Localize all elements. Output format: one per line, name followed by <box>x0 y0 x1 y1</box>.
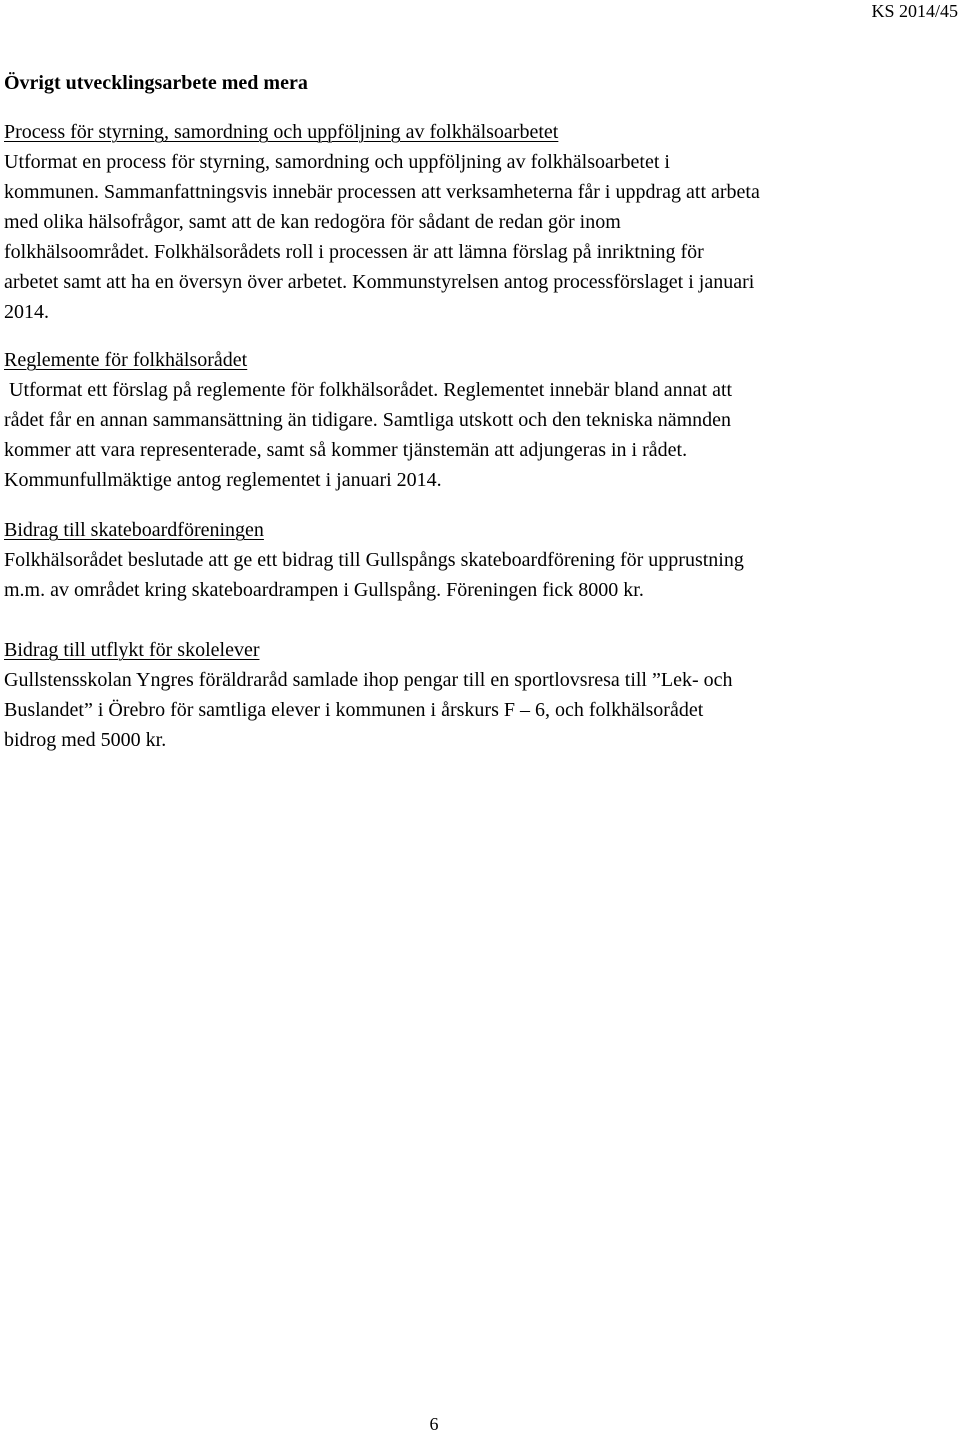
section-title: Bidrag till skateboardföreningen <box>4 519 264 541</box>
text-line: Kommunfullmäktige antog reglementet i januari 2014. <box>4 469 442 491</box>
section-reglemente <box>4 345 956 495</box>
section-body <box>4 545 956 605</box>
section-title: Bidrag till utflykt för skolelever <box>4 639 260 661</box>
document-reference: KS 2014/45 <box>871 1 958 21</box>
section-title: Reglemente för folkhälsorådet <box>4 349 248 371</box>
text-line: rådet får en annan sammansättning än tidigare. Samtliga utskott och den tekniska nämnden <box>4 409 732 431</box>
section-body <box>4 665 956 755</box>
text-line: Utformat ett förslag på reglemente för folkhälsorådet. Reglementet innebär bland annat att <box>4 379 733 401</box>
text-line: kommunen. Sammanfattningsvis innebär processen att verksamheterna får i uppdrag att arbeta <box>4 181 760 203</box>
section-title: Process för styrning, samordning och uppföljning av folkhälsoarbetet <box>4 121 559 143</box>
text-line: med olika hälsofrågor, samt att de kan redogöra för sådant de redan gör inom <box>4 211 621 233</box>
text-line: arbetet samt att ha en översyn över arbetet. Kommunstyrelsen antog processförslaget i januari <box>4 271 755 293</box>
section-utflykt <box>4 635 956 755</box>
section-process <box>4 117 956 327</box>
text-line: Utformat en process för styrning, samordning och uppföljning av folkhälsoarbetet i <box>4 151 670 173</box>
text-line: folkhälsoområdet. Folkhälsorådets roll i processen är att lämna förslag på inriktning för <box>4 241 704 263</box>
text-line: Buslandet” i Örebro för samtliga elever i kommunen i årskurs F – 6, och folkhälsorådet <box>4 699 704 721</box>
text-line: Gullstensskolan Yngres föräldraråd samlade ihop pengar till en sportlovsresa till ”Lek- och <box>4 669 733 691</box>
text-line: m.m. av området kring skateboardrampen i Gullspång. Föreningen fick 8000 kr. <box>4 579 644 601</box>
section-body <box>4 375 956 495</box>
section-skateboard <box>4 515 956 605</box>
page-number: 6 <box>429 1414 439 1434</box>
text-line: 2014. <box>4 301 49 323</box>
page-heading: Övrigt utvecklingsarbete med mera <box>4 72 308 94</box>
section-body <box>4 147 956 327</box>
text-line: bidrog med 5000 kr. <box>4 729 167 751</box>
text-line: kommer att vara representerade, samt så kommer tjänstemän att adjungeras in i rådet. <box>4 439 688 461</box>
text-line: Folkhälsorådet beslutade att ge ett bidrag till Gullspångs skateboardförening för upprustning <box>4 549 744 571</box>
